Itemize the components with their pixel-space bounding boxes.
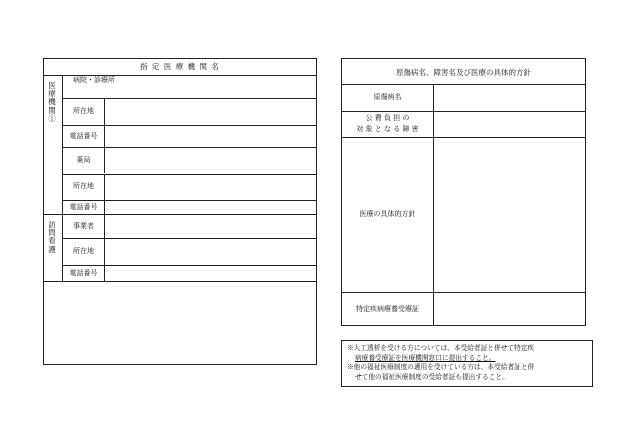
original-disease-label: 原傷病名 xyxy=(373,93,402,101)
address-label-1: 所在地 xyxy=(73,107,94,115)
address-label-3: 所在地 xyxy=(73,247,94,255)
treatment-policy-label: 医療の具体的方針 xyxy=(359,210,416,218)
phone-label-2: 電話番号 xyxy=(69,203,98,211)
notes-box xyxy=(341,340,593,387)
note-2-line-1: ※他の福祉医療制度の適用を受けている方は、本受給者証と併 xyxy=(347,363,535,371)
pharmacy-label: 薬局 xyxy=(76,156,91,164)
designated-medical-institution-form xyxy=(43,58,317,365)
right-form-title: 原傷病名、障害名及び医療の具体的方針 xyxy=(396,68,531,77)
row-divider xyxy=(62,147,317,148)
address-label-2: 所在地 xyxy=(73,182,94,190)
section-divider xyxy=(43,214,317,215)
row-divider xyxy=(62,265,317,266)
phone-label-1: 電話番号 xyxy=(69,132,98,140)
note-1-line-2: 病療養受療証を医療機関窓口に提出すること。 xyxy=(355,353,496,362)
row-divider xyxy=(62,238,317,239)
note-1-line-1: ※人工透析を受ける方については、本受給者証と併せて特定疾 xyxy=(347,344,535,352)
home-nursing-section-label: 訪問看護 xyxy=(48,220,56,254)
left-label-column-divider-1 xyxy=(104,98,105,173)
hospital-clinic-label: 病院・診療所 xyxy=(73,76,115,84)
public-cost-label-line2: 対 象 と な る 障 害 xyxy=(356,125,419,133)
row-divider xyxy=(341,292,586,293)
operator-label: 事業者 xyxy=(73,222,94,230)
medical-institution-section-label: 医療機関① xyxy=(48,81,56,123)
right-title-divider xyxy=(341,84,586,85)
left-table-bottom-divider xyxy=(43,281,317,282)
specific-disease-certificate-label: 特定疾病療養受療証 xyxy=(356,305,419,313)
right-label-column-divider xyxy=(433,84,434,326)
public-cost-label-line1: 公 費 負 担 の xyxy=(365,114,410,122)
note-2-line-2: せて他の福祉医療制度の受給者証も提出すること。 xyxy=(355,372,509,381)
phone-label-3: 電話番号 xyxy=(69,269,98,277)
left-form-title: 指 定 医 療 機 関 名 xyxy=(140,62,220,71)
row-divider xyxy=(62,125,317,126)
row-divider xyxy=(62,98,317,99)
row-divider xyxy=(62,200,317,201)
row-divider xyxy=(341,111,586,112)
row-divider xyxy=(62,174,317,175)
row-divider xyxy=(341,137,586,138)
